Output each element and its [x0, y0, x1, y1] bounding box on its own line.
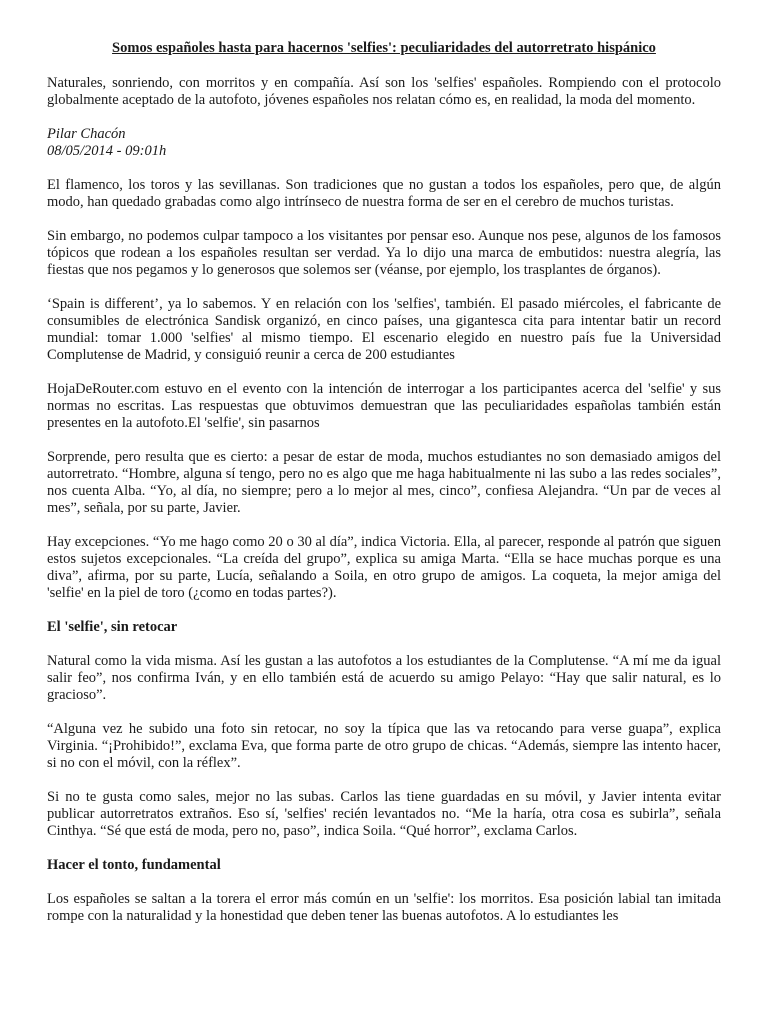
author-name: Pilar Chacón: [47, 126, 126, 142]
article-lead: Naturales, sonriendo, con morritos y en compañía. Así son los 'selfies' españoles. Rompiendo con el protocolo globalmente aceptado de la autofoto, jóvenes españoles nos relatan cómo es, en realidad, la moda del momento.: [47, 75, 721, 108]
paragraph: HojaDeRouter.com estuvo en el evento con la intención de interrogar a los participantes acerca del 'selfie' y sus normas no escritas. Las respuestas que obtuvimos demuestran que las peculiaridades españolas también están presentes en la autofoto.El 'selfie', sin pasarnos: [47, 381, 721, 431]
section-heading: Hacer el tonto, fundamental: [47, 857, 221, 873]
publish-date: 08/05/2014 - 09:01h: [47, 143, 167, 159]
paragraph: Si no te gusta como sales, mejor no las subas. Carlos las tiene guardadas en su móvil, y Javier intenta evitar publicar autorretratos extraños. Eso sí, 'selfies' recién levantados no. “Me la haría, otra cosa es subirla”, señala Cinthya. “Sé que está de moda, pero no, paso”, indica Soila. “Qué horror”, exclama Carlos.: [47, 789, 721, 839]
paragraph: “Alguna vez he subido una foto sin retocar, no soy la típica que las va retocando para verse guapa”, explica Virginia. “¡Prohibido!”, exclama Eva, que forma parte de otro grupo de chicas. “Además, siempre las intento hacer, si no con el móvil, con la réflex”.: [47, 721, 721, 771]
paragraph: ‘Spain is different’, ya lo sabemos. Y en relación con los 'selfies', también. El pasado miércoles, el fabricante de consumibles de electrónica Sandisk organizó, en cinco países, una gigantesca cita para intentar batir un record mundial: tomar 1.000 'selfies' al mismo tiempo. El escenario elegido en nuestro país fue la Universidad Complutense de Madrid, y consiguió reunir a cerca de 200 estudiantes: [47, 296, 721, 363]
paragraph: Sorprende, pero resulta que es cierto: a pesar de estar de moda, muchos estudiantes no son demasiado amigos del autorretrato. “Hombre, alguna sí tengo, pero no es algo que me haga habitualmente ni las subo a las redes sociales”, nos cuenta Alba. “Yo, al día, no siempre; pero a lo mejor al mes, cinco”, confiesa Alejandra. “Un par de veces al mes”, señala, por su parte, Javier.: [47, 449, 721, 516]
article-title: Somos españoles hasta para hacernos 'selfies': peculiaridades del autorretrato hispánico: [112, 40, 656, 56]
paragraph: Los españoles se saltan a la torera el error más común en un 'selfie': los morritos. Esa posición labial tan imitada rompe con la naturalidad y la honestidad que deben tener las buenas autofotos. A lo estudiantes les: [47, 891, 721, 924]
paragraph: Hay excepciones. “Yo me hago como 20 o 30 al día”, indica Victoria. Ella, al parecer, responde al patrón que siguen estos sujetos excepcionales. “La creída del grupo”, explica su amiga Marta. “Ella se hace muchas porque es una diva”, afirma, por su parte, Lucía, señalando a Soila, en otro grupo de amigos. La coqueta, la mejor amiga del 'selfie' en la piel de toro (¿como en todas partes?).: [47, 534, 721, 601]
paragraph: Natural como la vida misma. Así les gustan a las autofotos a los estudiantes de la Complutense. “A mí me da igual salir feo”, nos confirma Iván, y en ello también está de acuerdo su amigo Pelayo: “Hay que salir natural, es lo gracioso”.: [47, 653, 721, 703]
section-heading: El 'selfie', sin retocar: [47, 619, 178, 635]
document-page: [47, 40, 721, 942]
byline: [47, 126, 721, 160]
paragraph: Sin embargo, no podemos culpar tampoco a los visitantes por pensar eso. Aunque nos pese, algunos de los famosos tópicos que rodean a los españoles resultan ser verdad. Ya lo dijo una marca de embutidos: nuestra alegría, las fiestas que nos pegamos y lo generosos que solemos ser (véanse, por ejemplo, los trasplantes de órganos).: [47, 228, 721, 278]
paragraph: El flamenco, los toros y las sevillanas. Son tradiciones que no gustan a todos los españoles, pero que, de algún modo, han quedado grabadas como algo intrínseco de nuestra forma de ser en el cerebro de muchos turistas.: [47, 177, 721, 210]
